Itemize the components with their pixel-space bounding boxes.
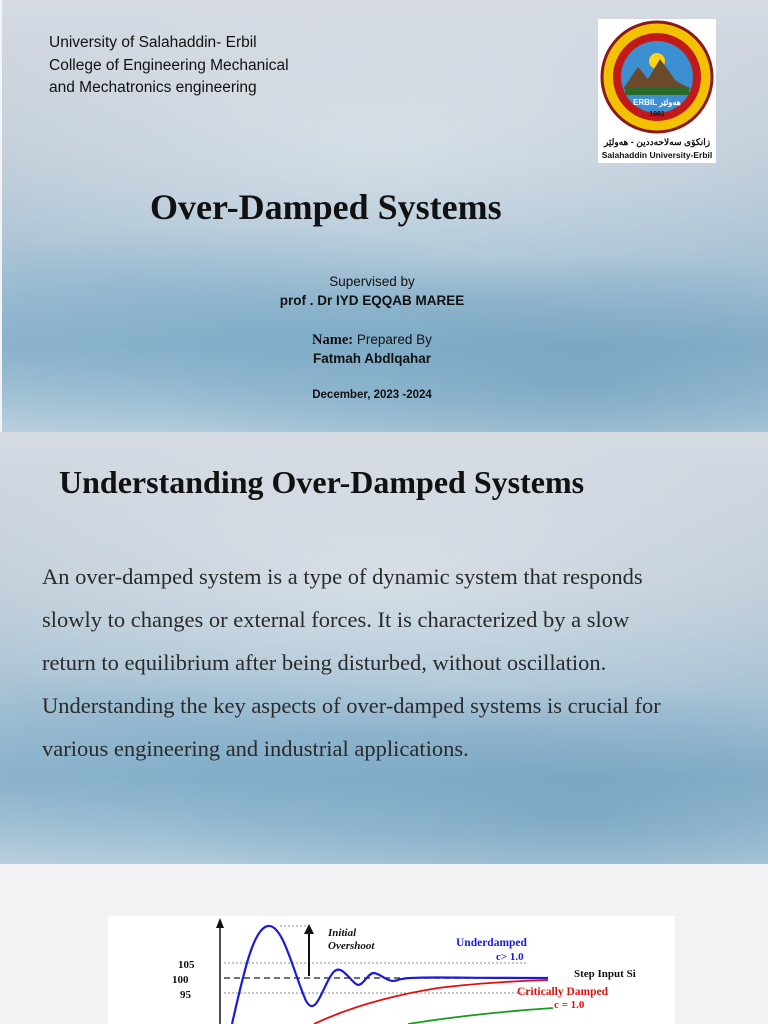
supervisor-name: prof . Dr IYD EQQAB MAREE	[279, 293, 465, 308]
body-line-2: slowly to changes or external forces. It is characterized by a slow	[42, 607, 630, 632]
university-logo	[598, 19, 716, 163]
name-label: Name:	[312, 332, 354, 348]
body-line-4: Understanding the key aspects of over-damped systems is crucial for	[42, 693, 661, 718]
damping-chart	[108, 916, 675, 1024]
student-name: Fatmah Abdlqahar	[312, 351, 431, 366]
supervised-label: Supervised by	[329, 274, 415, 289]
logo-arabic-caption: زانكۆی سەلاحەددین - هەولێر	[603, 137, 711, 147]
university-line-3: and Mechatronics engineering	[49, 79, 257, 96]
university-seal-icon	[598, 19, 716, 137]
prepared-by-line	[222, 332, 522, 349]
slide-title: Understanding Over-Damped Systems	[59, 464, 585, 500]
series-label-critical: Critically Damped	[517, 986, 609, 998]
annotation-overshoot: Overshoot	[328, 940, 375, 952]
series-sub-underdamped: c> 1.0	[496, 951, 524, 963]
chart-slide	[0, 864, 768, 1024]
y-tick-105: 105	[178, 959, 195, 971]
series-label-underdamped: Underdamped	[456, 937, 527, 949]
seal-year-text: 1981	[649, 111, 665, 118]
logo-english-caption: Salahaddin University-Erbil	[601, 150, 713, 160]
damping-chart-svg	[108, 916, 675, 1024]
series-sub-critical: c = 1.0	[554, 999, 585, 1011]
title-slide	[2, 0, 768, 432]
prepared-label: Prepared By	[356, 332, 432, 347]
seal-city-text: ERBIL هەولێر	[633, 98, 681, 107]
y-tick-95: 95	[180, 989, 191, 1001]
body-line-1: An over-damped system is a type of dynamic system that responds	[42, 564, 643, 589]
university-info	[49, 32, 289, 100]
annotation-step-input: Step Input Si	[574, 968, 636, 980]
y-tick-100: 100	[172, 974, 189, 986]
content-slide	[0, 432, 768, 864]
y-axis-arrow	[216, 918, 224, 928]
critically-damped-curve	[314, 980, 548, 1024]
body-line-3: return to equilibrium after being disturbed, without oscillation.	[42, 650, 607, 675]
university-line-1: University of Salahaddin- Erbil	[49, 34, 257, 51]
presentation-title: Over-Damped Systems	[150, 187, 502, 227]
presentation-date: December, 2023 -2024	[312, 389, 432, 401]
annotation-initial: Initial	[328, 927, 357, 939]
university-line-2: College of Engineering Mechanical	[49, 56, 289, 74]
slide-body	[42, 555, 722, 770]
body-line-5: various engineering and industrial applications.	[42, 736, 469, 761]
overdamped-curve	[408, 1008, 553, 1024]
